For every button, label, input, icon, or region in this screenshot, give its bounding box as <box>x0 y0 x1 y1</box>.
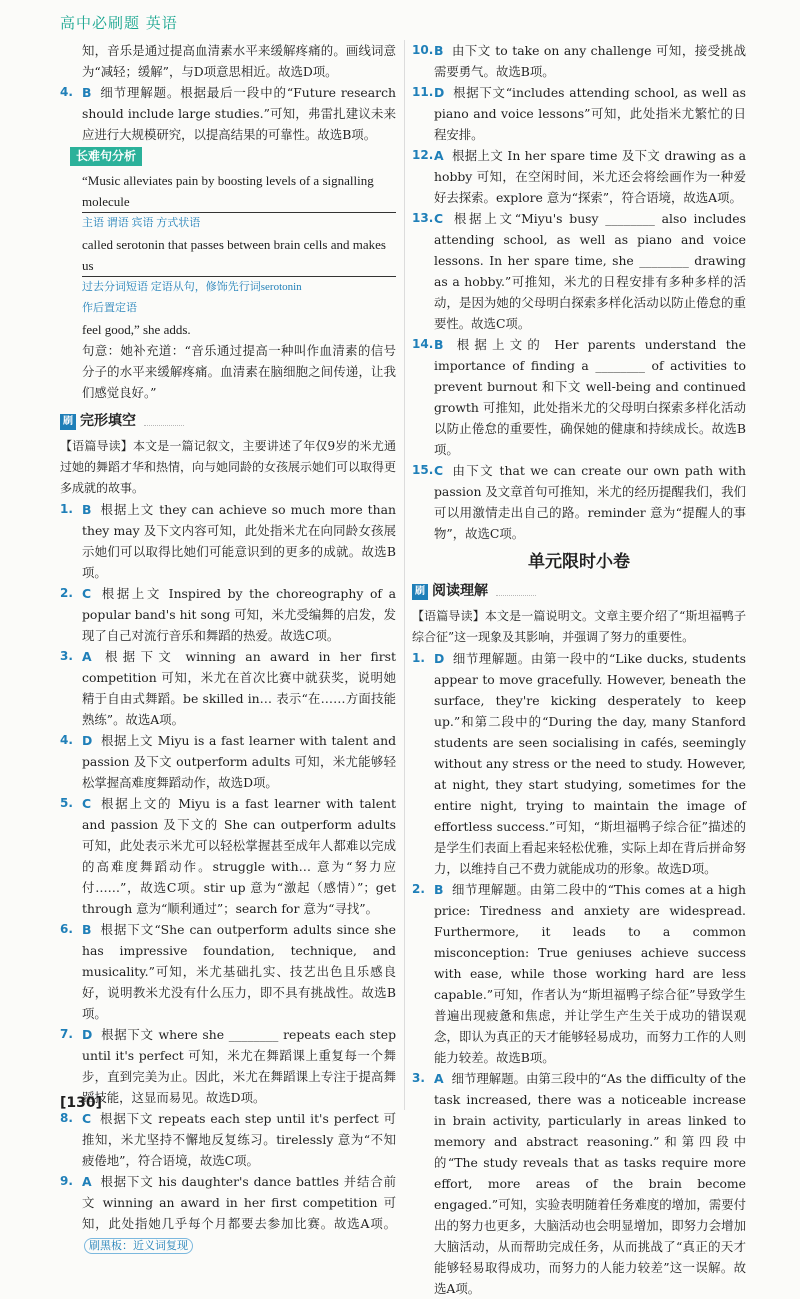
item-choice: C <box>82 796 92 811</box>
item-explanation: 细节理解题。由第三段中的“As the difficulty of the task increased, there was a noticeable increase in brain activity, particularly in areas linked to memory and abstract reasoning.”和第四段中的“The study reveals that as tasks require more effort, more areas of the brain become engaged.”可知，实验表明随着任务难度的增加，需要付出的努力也更多，大脑活动也会明显增加，即努力会增加大脑活动，从而帮助完成任务，从而挑战了“真正的天才能够轻易取得成功，而努力的人能力较差”这一误解。故选A项。 <box>434 1071 746 1296</box>
list-item <box>60 919 396 1024</box>
item-choice: D <box>82 1027 93 1042</box>
item-explanation: 由下文 to take on any challenge 可知，接受挑战需要勇气。故选B项。 <box>434 43 746 79</box>
section-badge: 刷 <box>60 414 76 430</box>
item-explanation: 根据下文 where she ________ repeats each step until it's perfect 可知，米尤在舞蹈课上重复每一个舞步，直到完美为止。因此，米尤在舞蹈课上专注于提高舞蹈技能，这显而易见。故选D项。 <box>82 1027 396 1105</box>
item-explanation: 细节理解题。由第一段中的“Like ducks, students appear to move gracefully. However, beneath the surface, they're kicking desperately to keep up.”和第二段中的“During the day, many Stanford students are seen socialising in cafés, seemingly without any stress or the need to study. However, at night, they start studying, sometimes for the entire night, trying to maintain the image of effortless success.”可知，“斯坦福鸭子综合征”描述的是学生们表面上看起来轻松优雅，实际上却在背后拼命努力，以维持自己不费力就能成功的形象。故选D项。 <box>434 651 746 876</box>
analysis-line-1: “Music alleviates pain by boosting levels of a signalling molecule <box>82 170 396 213</box>
list-item <box>60 730 396 793</box>
list-item <box>412 145 746 208</box>
q4-number: 4. <box>60 85 73 99</box>
item-explanation: 根据下文 repeats each step until it's perfect 可推知，米尤坚持不懈地反复练习。tirelessly 意为“不知疲倦地”，符合语境，故选C项。 <box>82 1111 396 1168</box>
analysis-annotation-1: 主语 谓语 宾语 方式状语 <box>82 217 201 229</box>
list-item <box>60 646 396 730</box>
list-item <box>412 82 746 145</box>
sentence-gloss: 句意：她补充道：“音乐通过提高一种叫作血清素的信号分子的水平来缓解疼痛。血清素在脑细胞之间传递，让我们感觉良好。” <box>82 343 396 400</box>
item-choice: A <box>434 148 444 163</box>
list-item <box>412 648 746 879</box>
passage-intro: 【语篇导读】本文是一篇记叙文，主要讲述了年仅9岁的米尤通过她的舞蹈才华和热情，向与她同龄的女孩展示她们可以取得更多成就的故事。 <box>60 439 397 495</box>
analysis-annotation-2: 过去分词短语 定语从句，修饰先行词serotonin <box>82 281 302 293</box>
item-explanation: 根据上文的 Miyu is a fast learner with talent and passion 及下文的 She can outperform adults 可知，此处表示米尤可以轻松掌握甚至成年人都难以完成的高难度舞蹈动作。struggle with… 意为“努力应付……”，故选C项。stir up 意为“激起（感情）”；get through 意为“顺利通过”；search for 意为“寻找”。 <box>82 796 396 916</box>
section-dots <box>144 417 184 426</box>
list-item <box>60 1024 396 1108</box>
item-number: 12. <box>412 148 434 162</box>
item-number: 6. <box>60 922 73 936</box>
item-number: 1. <box>412 651 425 665</box>
item-number: 14. <box>412 337 434 351</box>
item-number: 10. <box>412 43 434 57</box>
passage-intro: 【语篇导读】本文是一篇说明文。文章主要介绍了“斯坦福鸭子综合征”这一现象及其影响，并强调了努力的重要性。 <box>412 609 746 644</box>
list-item <box>60 1108 396 1171</box>
item-explanation: 根据上文“Miyu's busy ________ also includes attending school, as well as piano and voice lessons. In her spare time, she ________ drawing as a hobby.”可推知，米尤的日程安排有多种多样的活动，是因为她的父母明白探索多样化活动以防止倦怠的重要性。故选C项。 <box>434 211 746 331</box>
sentence-analysis <box>60 170 396 340</box>
item-explanation: 根据上文 Miyu is a fast learner with talent and passion 及下文 outperform adults 可知，米尤能够轻松掌握高难度舞蹈动作，故选D项。 <box>82 733 396 790</box>
item-choice: D <box>82 733 93 748</box>
q4-choice: B <box>82 85 92 100</box>
item-number: 15. <box>412 463 434 477</box>
list-item <box>60 499 396 583</box>
item-explanation: 细节理解题。由第二段中的“This comes at a high price: Tiredness and anxiety are widespread. Furthermore, it leads to a common misconception: True geniuses achieve success with ease, while those working hard are less capable.”可知，作者认为“斯坦福鸭子综合征”导致学生普遍出现疲惫和焦虑，并让学生产生关于成功的错误观念，即认为真正的天才能够轻易成功，而努力工作的人则能力较差。故选B项。 <box>434 882 746 1065</box>
item-number: 2. <box>412 882 425 896</box>
item-explanation: 根据上文 In her spare time 及下文 drawing as a hobby 可知，在空闲时间，米尤还会将绘画作为一种爱好去探索。explore 意为“探索”，符合语境，故选A项。 <box>434 148 746 205</box>
item-number: 13. <box>412 211 434 225</box>
right-column <box>412 40 746 1299</box>
analysis-line-2: called serotonin that passes between brain cells and makes us <box>82 234 396 277</box>
item-number: 3. <box>412 1071 425 1085</box>
list-item <box>60 583 396 646</box>
item-number: 5. <box>60 796 73 810</box>
item-explanation: 由下文 that we can create our own path with passion 及文章首句可推知，米尤的经历提醒我们，我们可以用激情走出自己的路。reminder 意为“提醒人的事物”，故选C项。 <box>434 463 746 541</box>
unit-title: 单元限时小卷 <box>528 552 630 572</box>
section-dots <box>496 587 536 596</box>
left-column <box>60 40 396 1255</box>
q4-answer <box>60 82 396 145</box>
item-explanation: 根据下文“She can outperform adults since she has impressive foundation, technique, and musicality.”可知，米尤基础扎实、技艺出色且乐感良好，说明教米尤没有什么压力，即不具有挑战性。故选B项。 <box>82 922 396 1021</box>
list-item <box>412 460 746 544</box>
section-title: 阅读理解 <box>432 583 488 599</box>
blackboard-note: 刷黑板：近义词复现 <box>84 1238 193 1254</box>
item-number: 7. <box>60 1027 73 1041</box>
item-number: 11. <box>412 85 434 99</box>
item-choice: C <box>434 463 444 478</box>
list-item <box>60 1171 396 1255</box>
analysis-line-3: feel good,” she adds. <box>82 322 191 337</box>
item-number: 9. <box>60 1174 73 1188</box>
page-header: 高中必刷题 英语 <box>60 14 178 32</box>
section-reading <box>412 581 746 602</box>
list-item <box>412 334 746 460</box>
item-choice: C <box>82 586 92 601</box>
section-cloze <box>60 411 396 432</box>
item-choice: B <box>434 882 444 897</box>
item-explanation: 根据上文 they can achieve so much more than they may 及下文内容可知，此处指米尤在向同龄女孩展示她们可以取得比她们可能意识到的更多的成就。故选B项。 <box>82 502 396 580</box>
item-explanation: 根据下文 his daughter's dance battles 并结合前文 winning an award in her first competition 可知，此处指她几乎每个月都要去参加比赛。故选A项。 <box>82 1174 396 1231</box>
list-item <box>412 1068 746 1299</box>
page-number: [130] <box>60 1095 103 1111</box>
item-explanation: 根据下文 winning an award in her first competition 可知，米尤在首次比赛中就获奖，说明她精于自由式舞蹈。be skilled in… 表示“在……方面技能熟练”。故选A项。 <box>82 649 396 727</box>
item-number: 4. <box>60 733 73 747</box>
item-choice: D <box>434 85 445 100</box>
list-item <box>412 208 746 334</box>
item-choice: A <box>82 649 92 664</box>
item-choice: B <box>82 502 92 517</box>
item-choice: B <box>434 337 444 352</box>
item-choice: C <box>434 211 444 226</box>
item-explanation: 根据下文“includes attending school, as well as piano and voice lessons”可知，此处指米尤繁忙的日程安排。 <box>434 85 746 142</box>
item-choice: B <box>434 43 444 58</box>
continued-text: 知，音乐是通过提高血清素水平来缓解疼痛的。画线词意为“减轻；缓解”，与D项意思相近。故选D项。 <box>82 43 396 79</box>
item-choice: A <box>434 1071 444 1086</box>
item-choice: A <box>82 1174 92 1189</box>
item-choice: C <box>82 1111 92 1126</box>
column-divider <box>404 40 405 1110</box>
item-explanation: 根据上文 Inspired by the choreography of a popular band's hit song 可知，米尤受编舞的启发，发现了自己对流行音乐和舞蹈的热爱。故选C项。 <box>82 586 396 643</box>
item-choice: D <box>434 651 445 666</box>
list-item <box>412 40 746 82</box>
section-badge: 刷 <box>412 584 428 600</box>
list-item <box>60 793 396 919</box>
item-number: 1. <box>60 502 73 516</box>
cloze-answer-list <box>60 499 396 1255</box>
section-title: 完形填空 <box>80 413 136 429</box>
item-number: 2. <box>60 586 73 600</box>
analysis-annotation-3: 作后置定语 <box>82 302 137 314</box>
item-explanation: 根据上文的 Her parents understand the importance of finding a ________ of activities to prevent burnout 和下文 well-being and continued growth 可推知，此处指米尤的父母明白探索多样化活动以防止倦怠的重要性，确保她的健康和持续成长。故选B项。 <box>434 337 746 457</box>
item-number: 8. <box>60 1111 73 1125</box>
item-choice: B <box>82 922 92 937</box>
list-item <box>412 879 746 1068</box>
item-number: 3. <box>60 649 73 663</box>
long-sentence-tag: 长难句分析 <box>70 147 142 166</box>
q4-explanation: 细节理解题。根据最后一段中的“Future research should include large studies.”可知，弗雷扎建议未来应进行大规模研究，以提高结果的可靠性。故选B项。 <box>82 85 396 142</box>
